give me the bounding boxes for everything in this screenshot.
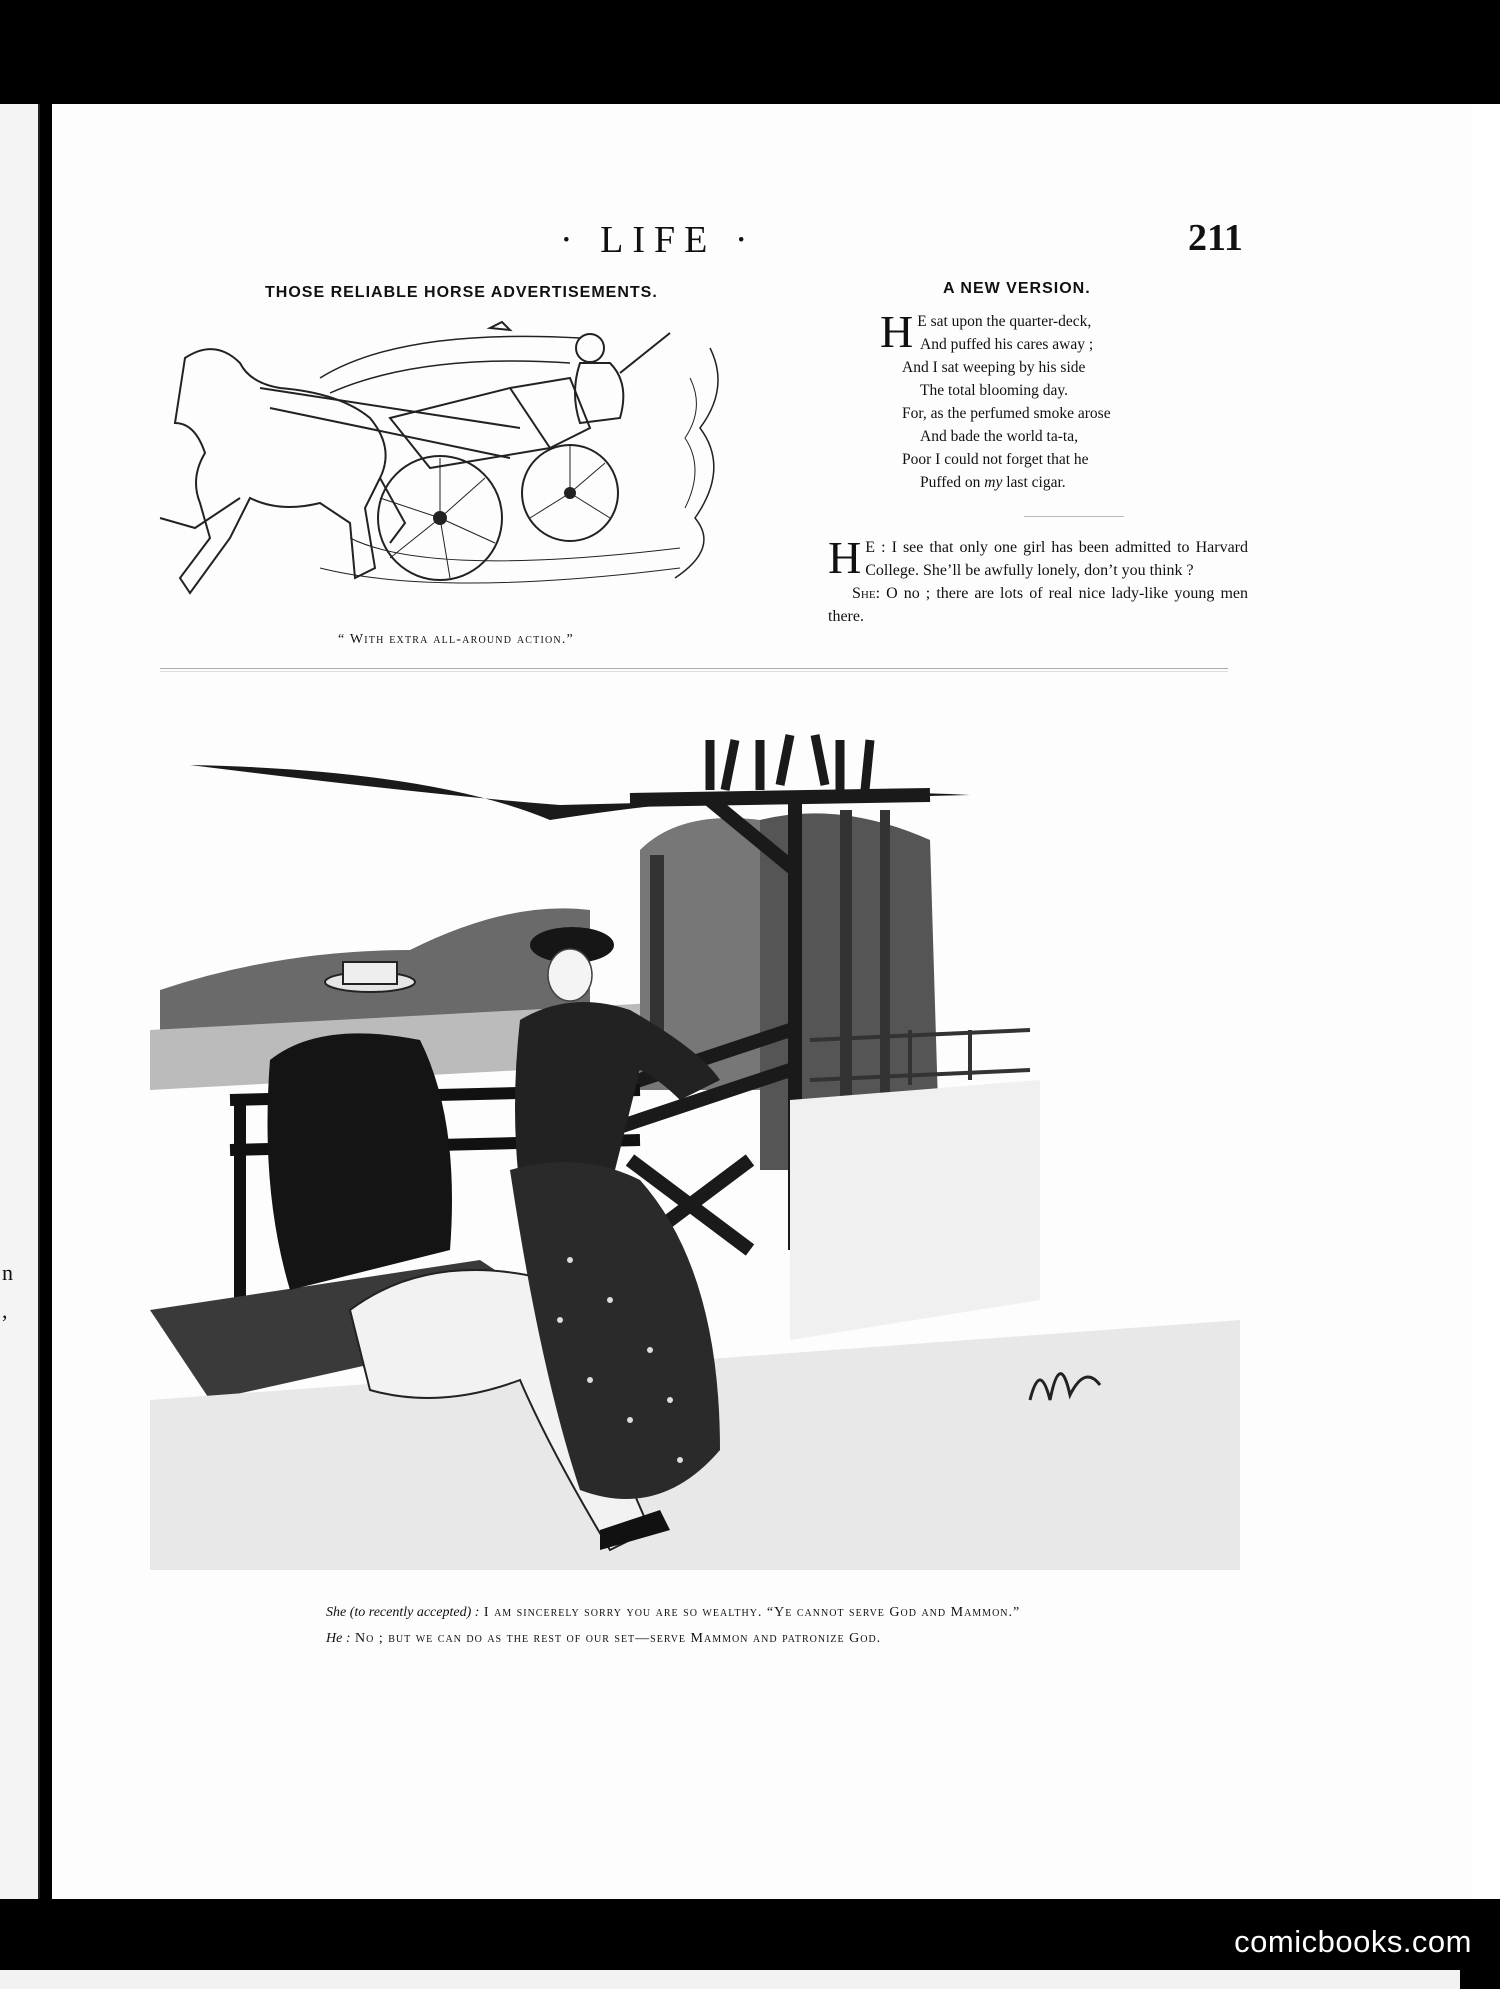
harvard-joke xyxy=(828,532,1248,628)
poem-line: Poor I could not forget that he xyxy=(902,451,1089,468)
page-number: 211 xyxy=(1188,217,1243,259)
horse-carriage-illustration xyxy=(90,318,810,618)
he-line: E : I see that only one girl has been admitted to Harvard College. She’ll be awfully lonely, don’t you think ? xyxy=(865,539,1248,579)
poem-line-end: last cigar. xyxy=(1002,474,1066,491)
watermark: comicbooks.com xyxy=(1234,1924,1472,1959)
veranda-couple-illustration xyxy=(150,700,1240,1570)
horse-cartoon-title: THOSE RELIABLE HORSE ADVERTISEMENTS. xyxy=(265,284,658,301)
poem-line: The total blooming day. xyxy=(920,382,1068,399)
he-label: He : xyxy=(326,1631,351,1646)
poem-line: And I sat weeping by his side xyxy=(902,359,1086,376)
poem-line: And puffed his cares away ; xyxy=(920,336,1094,353)
section-divider xyxy=(160,671,1228,672)
caption-she-line xyxy=(278,1600,1144,1626)
section-divider xyxy=(160,668,1228,669)
poem-italic-word: my xyxy=(984,474,1003,491)
caption-he-line xyxy=(278,1626,1144,1652)
next-page-edge xyxy=(0,1970,1460,1989)
previous-page-fragment: , xyxy=(2,1298,8,1323)
poem-line xyxy=(880,471,1111,494)
illustration-caption xyxy=(278,1600,1144,1652)
previous-page-edge xyxy=(0,104,40,1899)
she-text: I am sincerely sorry you are so wealthy. “Ye cannot serve God and Mammon.” xyxy=(479,1605,1021,1620)
poem-line: For, as the perfumed smoke arose xyxy=(902,405,1111,422)
page-edge xyxy=(1472,104,1500,1899)
poem-body xyxy=(880,306,1111,494)
she-label: She xyxy=(852,585,876,602)
poem-line: E sat upon the quarter-deck, xyxy=(917,313,1092,330)
poem-line: And bade the world ta-ta, xyxy=(920,428,1078,445)
horse-cartoon-caption: “ With extra all-around action.” xyxy=(338,632,574,647)
divider xyxy=(1024,516,1124,517)
poem-line-start: Puffed on xyxy=(920,474,981,491)
he-text: No ; but we can do as the rest of our set—serve Mammon and patronize God. xyxy=(350,1631,882,1646)
masthead-title: · LIFE · xyxy=(560,219,757,261)
poem-title: A NEW VERSION. xyxy=(943,280,1091,297)
drop-cap: H xyxy=(880,306,914,357)
drop-cap: H xyxy=(828,532,862,583)
previous-page-fragment: n xyxy=(2,1260,13,1285)
she-label: She (to recently accepted) : xyxy=(326,1605,480,1620)
she-line: : O no ; there are lots of real nice lady-like young men there. xyxy=(828,585,1248,625)
